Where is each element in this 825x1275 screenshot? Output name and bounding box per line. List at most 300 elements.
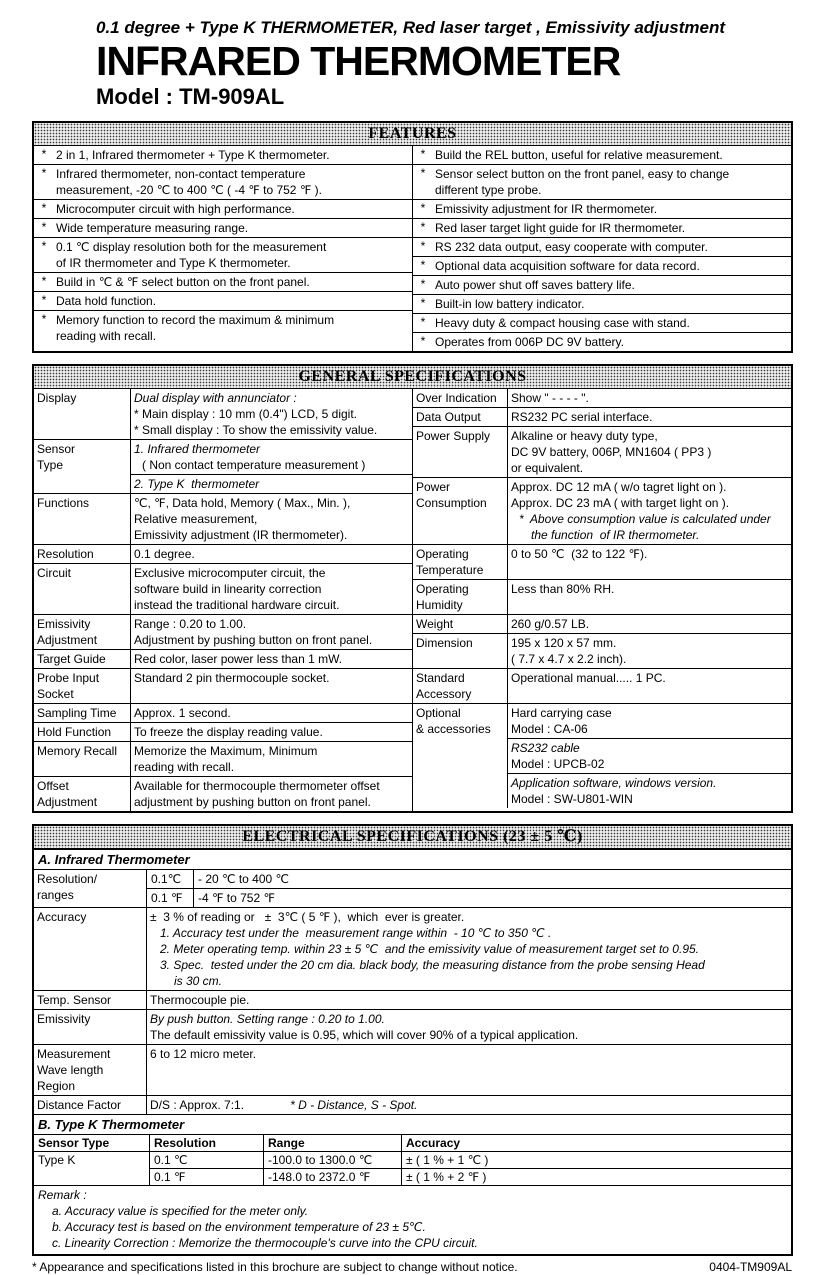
spec-label	[34, 870, 147, 907]
spec-subrow	[508, 389, 791, 407]
spec-value-line: Relative measurement,	[134, 512, 258, 526]
spec-value	[147, 1045, 791, 1095]
feature-item	[34, 310, 412, 345]
spec-value-line: the function of IR thermometer.	[531, 528, 700, 542]
spec-value	[131, 440, 412, 493]
spec-value	[147, 991, 791, 1009]
spec-label-line: Socket	[37, 687, 74, 701]
spec-label-line: Accuracy	[37, 910, 87, 924]
spec-row	[413, 703, 791, 808]
spec-label-line: & accessories	[416, 722, 491, 736]
spec-value-line: Dual display with annunciator :	[134, 391, 297, 405]
spec-cell-line: - 20 ℃ to 400 ℃	[198, 872, 289, 886]
remark-item: b. Accuracy test is based on the environment temperature of 23 ± 5℃.	[52, 1220, 426, 1234]
spec-subrow	[147, 991, 791, 1009]
spec-label	[413, 427, 508, 477]
spec-subrow	[131, 669, 412, 703]
bullet-asterisk: *	[41, 166, 47, 180]
spec-value-line: 0 to 50 ℃ (32 to 122 ℉).	[511, 547, 648, 561]
spec-label-line: Adjustment	[37, 633, 98, 647]
spec-label-line: Optional	[416, 706, 461, 720]
spec-subrow	[508, 427, 791, 477]
sensor-type-cell: Type K	[34, 1152, 150, 1185]
feature-item	[34, 237, 412, 272]
b-col-header: Sensor Type	[34, 1135, 150, 1151]
spec-row	[34, 870, 791, 907]
spec-subrow	[508, 545, 791, 579]
feature-text	[54, 273, 412, 291]
spec-row	[34, 990, 791, 1009]
feature-line: Operates from 006P DC 9V battery.	[435, 335, 624, 349]
feature-line: RS 232 data output, easy cooperate with computer.	[435, 240, 708, 254]
spec-row	[34, 776, 412, 811]
spec-value-line: 2. Meter operating temp. within 23 ± 5 ℃ and the emissivity value of measurement target set to 0.95.	[160, 942, 699, 956]
spec-value-line: Model : CA-06	[511, 722, 588, 736]
spec-value-line: Show " - - - - ".	[511, 391, 589, 405]
spec-value	[508, 704, 791, 808]
feature-text	[433, 165, 791, 199]
spec-label	[413, 408, 508, 426]
spec-subrow	[508, 634, 791, 668]
spec-subrow	[131, 615, 412, 649]
type-k-header-row	[34, 1135, 791, 1151]
feature-line: 0.1 ℃ display resolution both for the measurement	[56, 240, 327, 254]
spec-value-line: Emissivity adjustment (IR thermometer).	[134, 528, 348, 542]
spec-value-line: ( 7.7 x 4.7 x 2.2 inch).	[511, 652, 627, 666]
spec-row	[413, 544, 791, 579]
spec-value-line: The default emissivity value is 0.95, which will cover 90% of a typical application.	[150, 1028, 579, 1042]
feature-line: Data hold function.	[56, 294, 157, 308]
page-footer	[32, 1259, 792, 1275]
spec-value-line: Exclusive microcomputer circuit, the	[134, 566, 326, 580]
feature-text	[54, 165, 412, 199]
feature-text	[54, 219, 412, 237]
bullet-asterisk: *	[420, 315, 426, 329]
spec-value-line: Thermocouple pie.	[150, 993, 250, 1007]
spec-subrow	[131, 440, 412, 474]
feature-item	[34, 199, 412, 218]
spec-label-line: Offset	[37, 779, 69, 793]
feature-text	[433, 257, 791, 275]
spec-row	[34, 668, 412, 703]
spec-value-line: 1. Infrared thermometer	[134, 442, 261, 456]
features-heading: FEATURES	[34, 123, 791, 146]
spec-value-line: Application software, windows version.	[511, 776, 717, 790]
spec-subrow	[508, 669, 791, 703]
spec-label	[413, 634, 508, 668]
spec-label-line: Emissivity	[37, 1012, 91, 1026]
spec-value-line: Approx. DC 23 mA ( with target light on ).	[511, 496, 730, 510]
spec-value-line: Less than 80% RH.	[511, 582, 615, 596]
spec-subrow	[147, 908, 791, 990]
spec-row	[34, 741, 412, 776]
spec-label-line: Measurement	[37, 1047, 111, 1061]
bullet-asterisk: *	[420, 220, 426, 234]
spec-row	[413, 668, 791, 703]
bullet-asterisk: *	[420, 296, 426, 310]
type-k-cell: -100.0 to 1300.0 ℃	[264, 1152, 402, 1168]
spec-label	[34, 777, 131, 811]
features-columns	[34, 146, 791, 351]
spec-subrow	[131, 494, 412, 544]
feature-line: Red laser target light guide for IR thermometer.	[435, 221, 686, 235]
spec-value-line: 3. Spec. tested under the 20 cm dia. black body, the measuring distance from the probe sensing Head	[160, 958, 705, 972]
feature-item	[413, 332, 791, 351]
electrical-specs-heading: ELECTRICAL SPECIFICATIONS (23 ± 5 ℃)	[34, 826, 791, 849]
spec-value-line: 2. Type K thermometer	[134, 477, 260, 491]
spec-label	[413, 478, 508, 544]
spec-cell-line: 0.1℃	[151, 872, 182, 886]
spec-label-line: Target Guide	[37, 652, 106, 666]
bullet-asterisk: *	[41, 220, 47, 234]
spec-label	[34, 991, 147, 1009]
spec-label	[413, 669, 508, 703]
feature-line: Auto power shut off saves battery life.	[435, 278, 635, 292]
spec-cell	[147, 870, 194, 888]
feature-item	[34, 164, 412, 199]
spec-label	[34, 1010, 147, 1044]
bullet-asterisk: *	[420, 166, 426, 180]
spec-value-line: To freeze the display reading value.	[134, 725, 323, 739]
spec-label-line: Operating	[416, 547, 469, 561]
spec-label	[413, 704, 508, 808]
spec-value-line: is 30 cm.	[174, 974, 223, 988]
spec-label-line: Temperature	[416, 563, 484, 577]
remark-block	[34, 1185, 791, 1254]
spec-value-line: ℃, ℉, Data hold, Memory ( Max., Min. ),	[134, 496, 351, 510]
spec-value	[508, 408, 791, 426]
spec-value-line: Operational manual..... 1 PC.	[511, 671, 666, 685]
feature-text	[433, 333, 791, 351]
spec-subrow	[131, 723, 412, 741]
feature-text	[54, 311, 412, 345]
spec-label	[34, 389, 131, 439]
footer-note: * Appearance and specifications listed in this brochure are subject to change without notice.	[32, 1260, 518, 1274]
feature-item	[413, 164, 791, 199]
spec-value-line: Alkaline or heavy duty type,	[511, 429, 658, 443]
feature-text	[433, 146, 791, 164]
feature-text	[433, 238, 791, 256]
feature-item	[34, 146, 412, 164]
spec-row	[413, 426, 791, 477]
spec-subrow	[147, 870, 791, 888]
spec-cell	[147, 889, 194, 907]
spec-label-line: Operating	[416, 582, 469, 596]
spec-row	[34, 907, 791, 990]
bullet-asterisk: *	[420, 277, 426, 291]
type-k-row	[150, 1152, 791, 1168]
type-k-rows	[150, 1152, 791, 1185]
spec-value-line: instead the traditional hardware circuit.	[134, 598, 340, 612]
spec-value	[147, 1010, 791, 1044]
spec-value-line: Available for thermocouple thermometer offset	[134, 779, 380, 793]
section-b-title: B. Type K Thermometer	[34, 1114, 791, 1134]
spec-label-line: Emissivity	[37, 617, 91, 631]
spec-label-line: Data Output	[416, 410, 481, 424]
spec-value	[131, 389, 412, 439]
spec-value	[508, 478, 791, 544]
feature-item	[34, 272, 412, 291]
spec-value-line: * Above consumption value is calculated under	[519, 512, 771, 526]
spec-value-line: D/S : Approx. 7:1. * D - Distance, S - Spot.	[150, 1098, 418, 1112]
type-k-body	[34, 1151, 791, 1185]
spec-value-line: Model : SW-U801-WIN	[511, 792, 633, 806]
feature-item	[413, 275, 791, 294]
spec-row	[34, 649, 412, 668]
spec-subrow	[147, 888, 791, 907]
spec-value	[508, 545, 791, 579]
spec-label-line: Hold Function	[37, 725, 112, 739]
spec-value-line: RS232 cable	[511, 741, 580, 755]
feature-text	[54, 200, 412, 218]
document-header	[0, 0, 825, 110]
feature-line: Emissivity adjustment for IR thermometer.	[435, 202, 658, 216]
spec-label-line: Standard	[416, 671, 465, 685]
feature-item	[413, 237, 791, 256]
spec-value-line: 1. Accuracy test under the measurement range within - 10 ℃ to 350 ℃ .	[160, 926, 552, 940]
feature-text	[54, 146, 412, 164]
spec-value	[147, 870, 791, 907]
spec-label-line: Probe Input	[37, 671, 100, 685]
spec-row	[34, 493, 412, 544]
spec-label-line: Power Supply	[416, 429, 491, 443]
section-a-title: A. Infrared Thermometer	[34, 849, 791, 869]
spec-label-line: Wave length	[37, 1063, 104, 1077]
electrical-specifications-section	[32, 824, 793, 1256]
bullet-asterisk: *	[420, 334, 426, 348]
spec-row	[413, 477, 791, 544]
general-specs-left-column	[34, 389, 413, 811]
feature-item	[413, 199, 791, 218]
type-k-thermometer-table	[34, 1134, 791, 1185]
spec-label-line: Functions	[37, 496, 90, 510]
features-section	[32, 121, 793, 353]
spec-value-line: 6 to 12 micro meter.	[150, 1047, 257, 1061]
spec-value-line: Range : 0.20 to 1.00.	[134, 617, 247, 631]
b-col-header: Range	[264, 1135, 402, 1151]
spec-label	[34, 1045, 147, 1095]
spec-label	[413, 615, 508, 633]
tagline: 0.1 degree + Type K THERMOMETER, Red laser target , Emissivity adjustment	[96, 18, 726, 37]
spec-subrow	[147, 1045, 791, 1095]
spec-cell	[194, 870, 293, 888]
spec-label-line: Accessory	[416, 687, 472, 701]
spec-label	[34, 494, 131, 544]
spec-label	[34, 615, 131, 649]
spec-row	[413, 407, 791, 426]
spec-row	[34, 389, 412, 439]
spec-label-line: Resolution	[37, 547, 94, 561]
spec-subrow	[131, 564, 412, 614]
bullet-asterisk: *	[420, 239, 426, 253]
feature-line: of IR thermometer and Type K thermometer.	[56, 256, 291, 270]
spec-label	[34, 440, 131, 493]
spec-value	[508, 634, 791, 668]
feature-line: Wide temperature measuring range.	[56, 221, 249, 235]
general-specs-right-column	[413, 389, 791, 811]
feature-text	[433, 276, 791, 294]
bullet-asterisk: *	[41, 312, 47, 326]
spec-value-line: Model : UPCB-02	[511, 757, 605, 771]
spec-value	[508, 427, 791, 477]
footer-document-code: 0404-TM909AL	[709, 1260, 792, 1274]
spec-subrow	[147, 1010, 791, 1044]
spec-value	[508, 389, 791, 407]
text-note: * D - Distance, S - Spot.	[290, 1098, 418, 1112]
remark-title: Remark :	[38, 1188, 87, 1202]
spec-label-line: Resolution/	[37, 872, 98, 886]
feature-line: different type probe.	[435, 183, 542, 197]
spec-row	[34, 544, 412, 563]
spec-label-line: Sampling Time	[37, 706, 117, 720]
spec-value	[131, 494, 412, 544]
spec-value	[131, 650, 412, 668]
spec-value-line: Hard carrying case	[511, 706, 612, 720]
spec-label-line: Over Indication	[416, 391, 497, 405]
bullet-asterisk: *	[41, 293, 47, 307]
spec-label-line: ranges	[37, 888, 74, 902]
spec-value-line: Red color, laser power less than 1 mW.	[134, 652, 343, 666]
feature-text	[433, 295, 791, 313]
feature-text	[54, 292, 412, 310]
feature-line: Sensor select button on the front panel, easy to change	[435, 167, 730, 181]
feature-line: Build the REL button, useful for relative measurement.	[435, 148, 723, 162]
feature-item	[413, 218, 791, 237]
feature-line: Optional data acquisition software for data record.	[435, 259, 700, 273]
spec-row	[34, 1009, 791, 1044]
spec-value-line: or equivalent.	[511, 461, 584, 475]
feature-line: Microcomputer circuit with high performance.	[56, 202, 295, 216]
spec-value-line: 195 x 120 x 57 mm.	[511, 636, 617, 650]
spec-label	[34, 669, 131, 703]
spec-value-line: * Small display : To show the emissivity value.	[134, 423, 378, 437]
bullet-asterisk: *	[41, 239, 47, 253]
type-k-cell: ± ( 1 % + 2 ℉ )	[406, 1170, 487, 1184]
spec-subrow	[508, 408, 791, 426]
feature-text	[433, 314, 791, 332]
spec-subrow	[131, 777, 412, 811]
spec-label	[34, 1096, 147, 1114]
spec-value-line: RS232 PC serial interface.	[511, 410, 653, 424]
spec-label-line: Temp. Sensor	[37, 993, 112, 1007]
type-k-cell: ± ( 1 % + 1 ℃ )	[406, 1153, 489, 1167]
spec-cell-line: 0.1 ℉	[151, 891, 183, 905]
spec-subrow	[131, 545, 412, 563]
bullet-asterisk: *	[420, 258, 426, 272]
feature-line: Memory function to record the maximum & minimum	[56, 313, 335, 327]
spec-value	[147, 1096, 791, 1114]
bullet-asterisk: *	[420, 147, 426, 161]
spec-subrow	[508, 478, 791, 544]
spec-label-line: Display	[37, 391, 77, 405]
feature-line: Infrared thermometer, non-contact temperature	[56, 167, 306, 181]
spec-label	[34, 742, 131, 776]
spec-value	[131, 742, 412, 776]
spec-label-line: Sensor	[37, 442, 76, 456]
type-k-cell: -148.0 to 2372.0 ℉	[264, 1169, 402, 1185]
spec-value	[508, 615, 791, 633]
spec-value	[131, 669, 412, 703]
spec-value	[508, 669, 791, 703]
spec-label	[34, 545, 131, 563]
remark-item: a. Accuracy value is specified for the meter only.	[52, 1204, 309, 1218]
spec-subrow	[147, 1096, 791, 1114]
model-number: Model : TM-909AL	[96, 84, 285, 109]
features-right-column	[413, 146, 791, 351]
spec-value-line: By push button. Setting range : 0.20 to 1.00.	[150, 1012, 385, 1026]
spec-value	[147, 908, 791, 990]
spec-label-line: Weight	[416, 617, 454, 631]
feature-line: 2 in 1, Infrared thermometer + Type K thermometer.	[56, 148, 330, 162]
spec-value-line: Standard 2 pin thermocouple socket.	[134, 671, 330, 685]
spec-subrow	[508, 580, 791, 614]
spec-value-line: Memorize the Maximum, Minimum	[134, 744, 318, 758]
spec-label	[34, 723, 131, 741]
spec-row	[34, 1095, 791, 1114]
b-col-header: Resolution	[150, 1135, 264, 1151]
spec-label	[34, 650, 131, 668]
features-left-column	[34, 146, 413, 351]
general-specs-columns	[34, 389, 791, 811]
spec-label-line: Distance Factor	[37, 1098, 122, 1112]
spec-label	[34, 908, 147, 990]
feature-line: reading with recall.	[56, 329, 157, 343]
spec-value	[131, 704, 412, 722]
spec-label-line: Memory Recall	[37, 744, 118, 758]
spec-label	[413, 389, 508, 407]
feature-line: Heavy duty & compact housing case with stand.	[435, 316, 690, 330]
spec-label	[34, 704, 131, 722]
spec-subrow	[508, 704, 791, 738]
spec-row	[413, 633, 791, 668]
spec-value-line: * Main display : 10 mm (0.4") LCD, 5 digit.	[134, 407, 358, 421]
spec-value	[131, 723, 412, 741]
spec-label-line: Power	[416, 480, 451, 494]
spec-row	[34, 703, 412, 722]
spec-row	[34, 439, 412, 493]
spec-cell	[194, 889, 279, 907]
spec-value	[508, 580, 791, 614]
spec-subrow	[131, 474, 412, 493]
spec-label-line: Type	[37, 458, 64, 472]
spec-label-line: Humidity	[416, 598, 463, 612]
spec-label	[413, 545, 508, 579]
spec-value-line: Approx. 1 second.	[134, 706, 231, 720]
spec-row	[413, 579, 791, 614]
spec-value-line: Approx. DC 12 mA ( w/o tagret light on ).	[511, 480, 727, 494]
spec-value-line: reading with recall.	[134, 760, 235, 774]
infrared-thermometer-spec-table	[34, 869, 791, 1114]
type-k-cell: 0.1 ℉	[150, 1169, 264, 1185]
b-col-header: Accuracy	[406, 1136, 461, 1150]
spec-row	[413, 389, 791, 407]
bullet-asterisk: *	[41, 147, 47, 161]
spec-value	[131, 564, 412, 614]
spec-label	[34, 564, 131, 614]
spec-value-line: Adjustment by pushing button on front panel.	[134, 633, 373, 647]
feature-item	[413, 256, 791, 275]
general-specifications-section	[32, 364, 793, 813]
spec-row	[34, 563, 412, 614]
spec-value-line: 260 g/0.57 LB.	[511, 617, 590, 631]
spec-value-line: adjustment by pushing button on front panel.	[134, 795, 371, 809]
feature-line: Built-in low battery indicator.	[435, 297, 585, 311]
spec-subrow	[508, 773, 791, 808]
feature-item	[34, 218, 412, 237]
type-k-cell: 0.1 ℃	[150, 1152, 264, 1168]
spec-subrow	[131, 704, 412, 722]
spec-subrow	[131, 650, 412, 668]
